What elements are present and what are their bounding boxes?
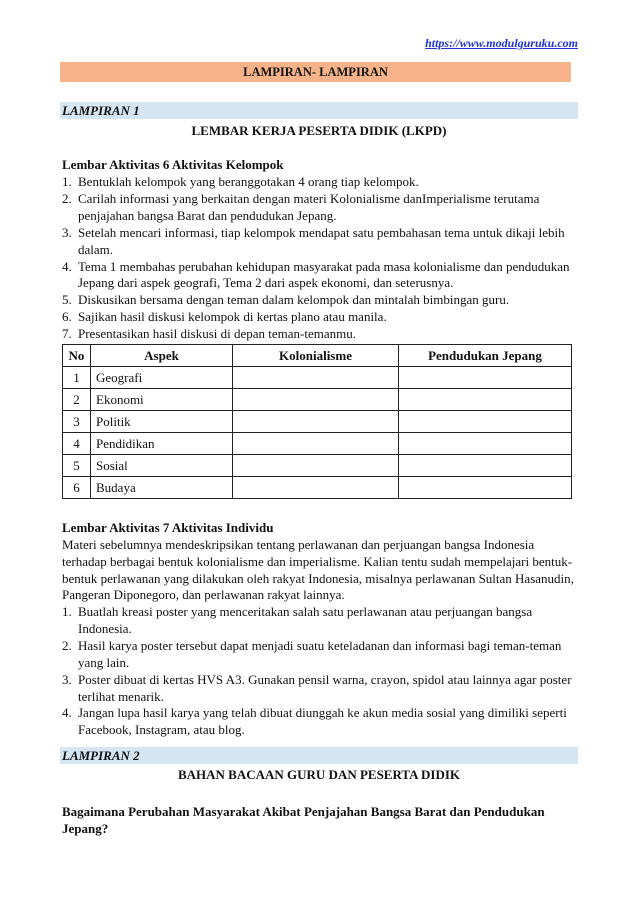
table-row xyxy=(63,455,572,477)
cell-aspek: Sosial xyxy=(91,455,233,477)
cell-kolonialisme xyxy=(233,477,399,499)
reading-question: Bagaimana Perubahan Masyarakat Akibat Penjajahan Bangsa Barat dan Pendudukan Jepang? xyxy=(62,804,545,836)
activity-7-intro: Materi sebelumnya mendeskripsikan tentang perlawanan dan perjuangan bangsa Indonesia terhadap berbagai bentuk kolonialisme dan imperialisme. Kalian tentu sudah mempelajari bentuk-bentuk perlawanan yang dilakukan oleh rakyat Indonesia, misalnya perlawanan Sultan Hasanudin, Pangeran Diponegoro, dan perlawanan rakyat lainnya. xyxy=(62,537,574,603)
cell-pendudukan-jepang xyxy=(399,433,572,455)
table-row xyxy=(63,433,572,455)
activity-7-heading: Lembar Aktivitas 7 Aktivitas Individu xyxy=(62,520,274,535)
list-item: 1. Buatlah kreasi poster yang menceritakan salah satu perlawanan atau perjuangan bangsa Indonesia. xyxy=(62,604,533,636)
lampiran-banner: LAMPIRAN- LAMPIRAN xyxy=(60,62,571,82)
list-item: 1. Bentuklah kelompok yang beranggotakan 4 orang tiap kelompok. xyxy=(62,174,419,189)
list-item: 2. Carilah informasi yang berkaitan dengan materi Kolonialisme danImperialisme terutama penjajahan bangsa Barat dan pendudukan Jepang. xyxy=(62,190,540,223)
list-item: 5. Diskusikan bersama dengan teman dalam kelompok dan mintalah bimbingan guru. xyxy=(62,292,510,308)
activity-6-list xyxy=(62,174,580,343)
header-no: No xyxy=(63,345,91,367)
bahan-bacaan-title: BAHAN BACAAN GURU DAN PESERTA DIDIK xyxy=(177,767,461,782)
cell-no: 4 xyxy=(63,433,91,455)
cell-no: 6 xyxy=(63,477,91,499)
list-item: 6. Sajikan hasil diskusi kelompok di kertas plano atau manila. xyxy=(62,309,387,325)
header-pendudukan-jepang: Pendudukan Jepang xyxy=(399,345,572,367)
cell-no: 1 xyxy=(63,367,91,389)
list-item: 4. Jangan lupa hasil karya yang telah dibuat diunggah ke akun media sosial yang dimiliki seperti Facebook, Instagram, atau blog. xyxy=(62,705,567,738)
lkpd-title: LEMBAR KERJA PESERTA DIDIK (LKPD) xyxy=(191,123,447,138)
list-item: 3. Setelah mencari informasi, tiap kelompok mendapat satu pembahasan tema untuk dikaji lebih dalam. xyxy=(62,224,565,257)
activity-6-heading: Lembar Aktivitas 6 Aktivitas Kelompok xyxy=(62,157,284,172)
cell-kolonialisme xyxy=(233,389,399,411)
cell-no: 3 xyxy=(63,411,91,433)
cell-aspek: Pendidikan xyxy=(91,433,233,455)
lampiran-1-label: LAMPIRAN 1 xyxy=(60,102,578,119)
cell-pendudukan-jepang xyxy=(399,455,572,477)
table-row xyxy=(63,367,572,389)
cell-pendudukan-jepang xyxy=(399,367,572,389)
cell-aspek: Budaya xyxy=(91,477,233,499)
cell-kolonialisme xyxy=(233,411,399,433)
header-kolonialisme: Kolonialisme xyxy=(233,345,399,367)
cell-pendudukan-jepang xyxy=(399,477,572,499)
table-row xyxy=(63,477,572,499)
website-link[interactable]: https://www.modulguruku.com xyxy=(425,36,578,50)
list-item: 2. Hasil karya poster tersebut dapat menjadi suatu keteladanan dan informasi bagi teman-teman yang lain. xyxy=(62,637,562,670)
cell-no: 2 xyxy=(63,389,91,411)
cell-kolonialisme xyxy=(233,433,399,455)
cell-kolonialisme xyxy=(233,367,399,389)
table-row xyxy=(63,411,572,433)
aspect-table xyxy=(62,344,572,499)
lampiran-2-label: LAMPIRAN 2 xyxy=(60,747,578,764)
cell-aspek: Geografi xyxy=(91,367,233,389)
cell-pendudukan-jepang xyxy=(399,389,572,411)
header-aspek: Aspek xyxy=(91,345,233,367)
list-item: 4. Tema 1 membahas perubahan kehidupan masyarakat pada masa kolonialisme dan pendudukan Jepang dari aspek geografi, Tema 2 dari aspek ekonomi, dan seterusnya. xyxy=(62,258,570,291)
cell-aspek: Politik xyxy=(91,411,233,433)
activity-7-list xyxy=(62,604,580,739)
cell-kolonialisme xyxy=(233,455,399,477)
table-row xyxy=(63,389,572,411)
cell-aspek: Ekonomi xyxy=(91,389,233,411)
cell-no: 5 xyxy=(63,455,91,477)
list-item: 7. Presentasikan hasil diskusi di depan teman-temanmu. xyxy=(62,326,356,342)
list-item: 3. Poster dibuat di kertas HVS A3. Gunakan pensil warna, crayon, spidol atau lainnya agar poster terlihat menarik. xyxy=(62,671,572,704)
cell-pendudukan-jepang xyxy=(399,411,572,433)
table-header-row xyxy=(63,345,572,367)
